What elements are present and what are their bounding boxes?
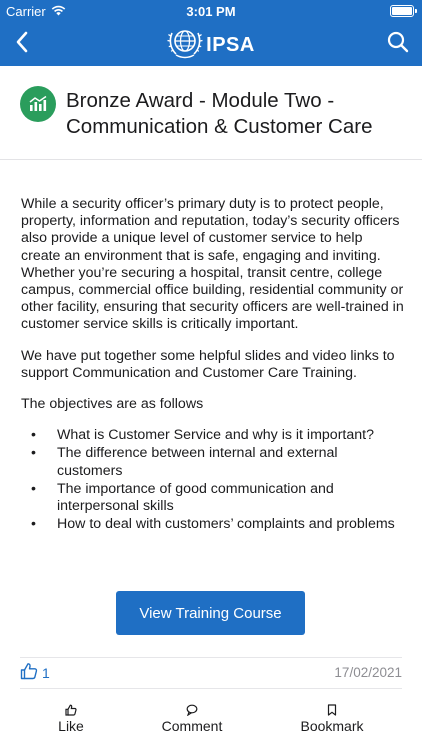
status-time: 3:01 PM [186,4,236,19]
like-button[interactable] [50,703,92,734]
list-item: • The importance of good communication and interpersonal skills [21,481,405,515]
globe-emblem-icon [167,24,203,67]
bookmark-label: Bookmark [300,718,364,734]
post-action-bar [0,703,422,743]
support-paragraph: We have put together some helpful slides and video links to support Communication and Customer Care Training. [21,347,395,381]
logo-text: IPSA [206,34,255,56]
search-button[interactable] [384,30,412,58]
bar-chart-icon [20,86,56,122]
like-count-value: 1 [42,664,50,681]
list-item: • What is Customer Service and why is it important? [21,427,405,444]
list-item: • How to deal with customers’ complaints and problems [21,516,405,533]
bookmark-icon [327,703,337,717]
speech-bubble-icon [186,703,198,717]
post-date: 17/02/2021 [334,665,402,680]
status-bar [0,0,422,22]
view-training-course-button[interactable]: View Training Course [116,591,305,635]
post-header [0,66,422,160]
battery-icon [390,5,414,17]
intro-paragraph: While a security officer’s primary duty is to protect people, property, information and reputation, today’s security officers also provide a unique level of customer service to help create an environment that is safe, engaging and inviting. Whether you’re securing a hospital, transit centre, college campus, commercial office building, residential community or other facility, ensuring that security officers are well-trained in customer service skills is critically important. [21,196,404,333]
post-body [21,196,405,534]
comment-button[interactable] [154,703,230,734]
objectives-list [21,427,405,533]
post-title: Bronze Award - Module Two - Communication & Customer Care [66,89,373,138]
post-meta-bar [20,657,402,689]
search-icon [387,31,409,58]
nav-bar [0,22,422,66]
list-item: • The difference between internal and external customers [21,445,405,479]
ipsa-logo [0,24,422,67]
comment-label: Comment [161,718,223,734]
carrier-label: Carrier [6,4,46,19]
objectives-heading: The objectives are as follows [21,396,204,413]
like-count[interactable] [20,662,50,683]
like-label: Like [58,718,84,734]
thumbs-up-icon [20,662,38,683]
bookmark-button[interactable] [292,703,372,734]
thumbs-up-icon [65,703,77,717]
